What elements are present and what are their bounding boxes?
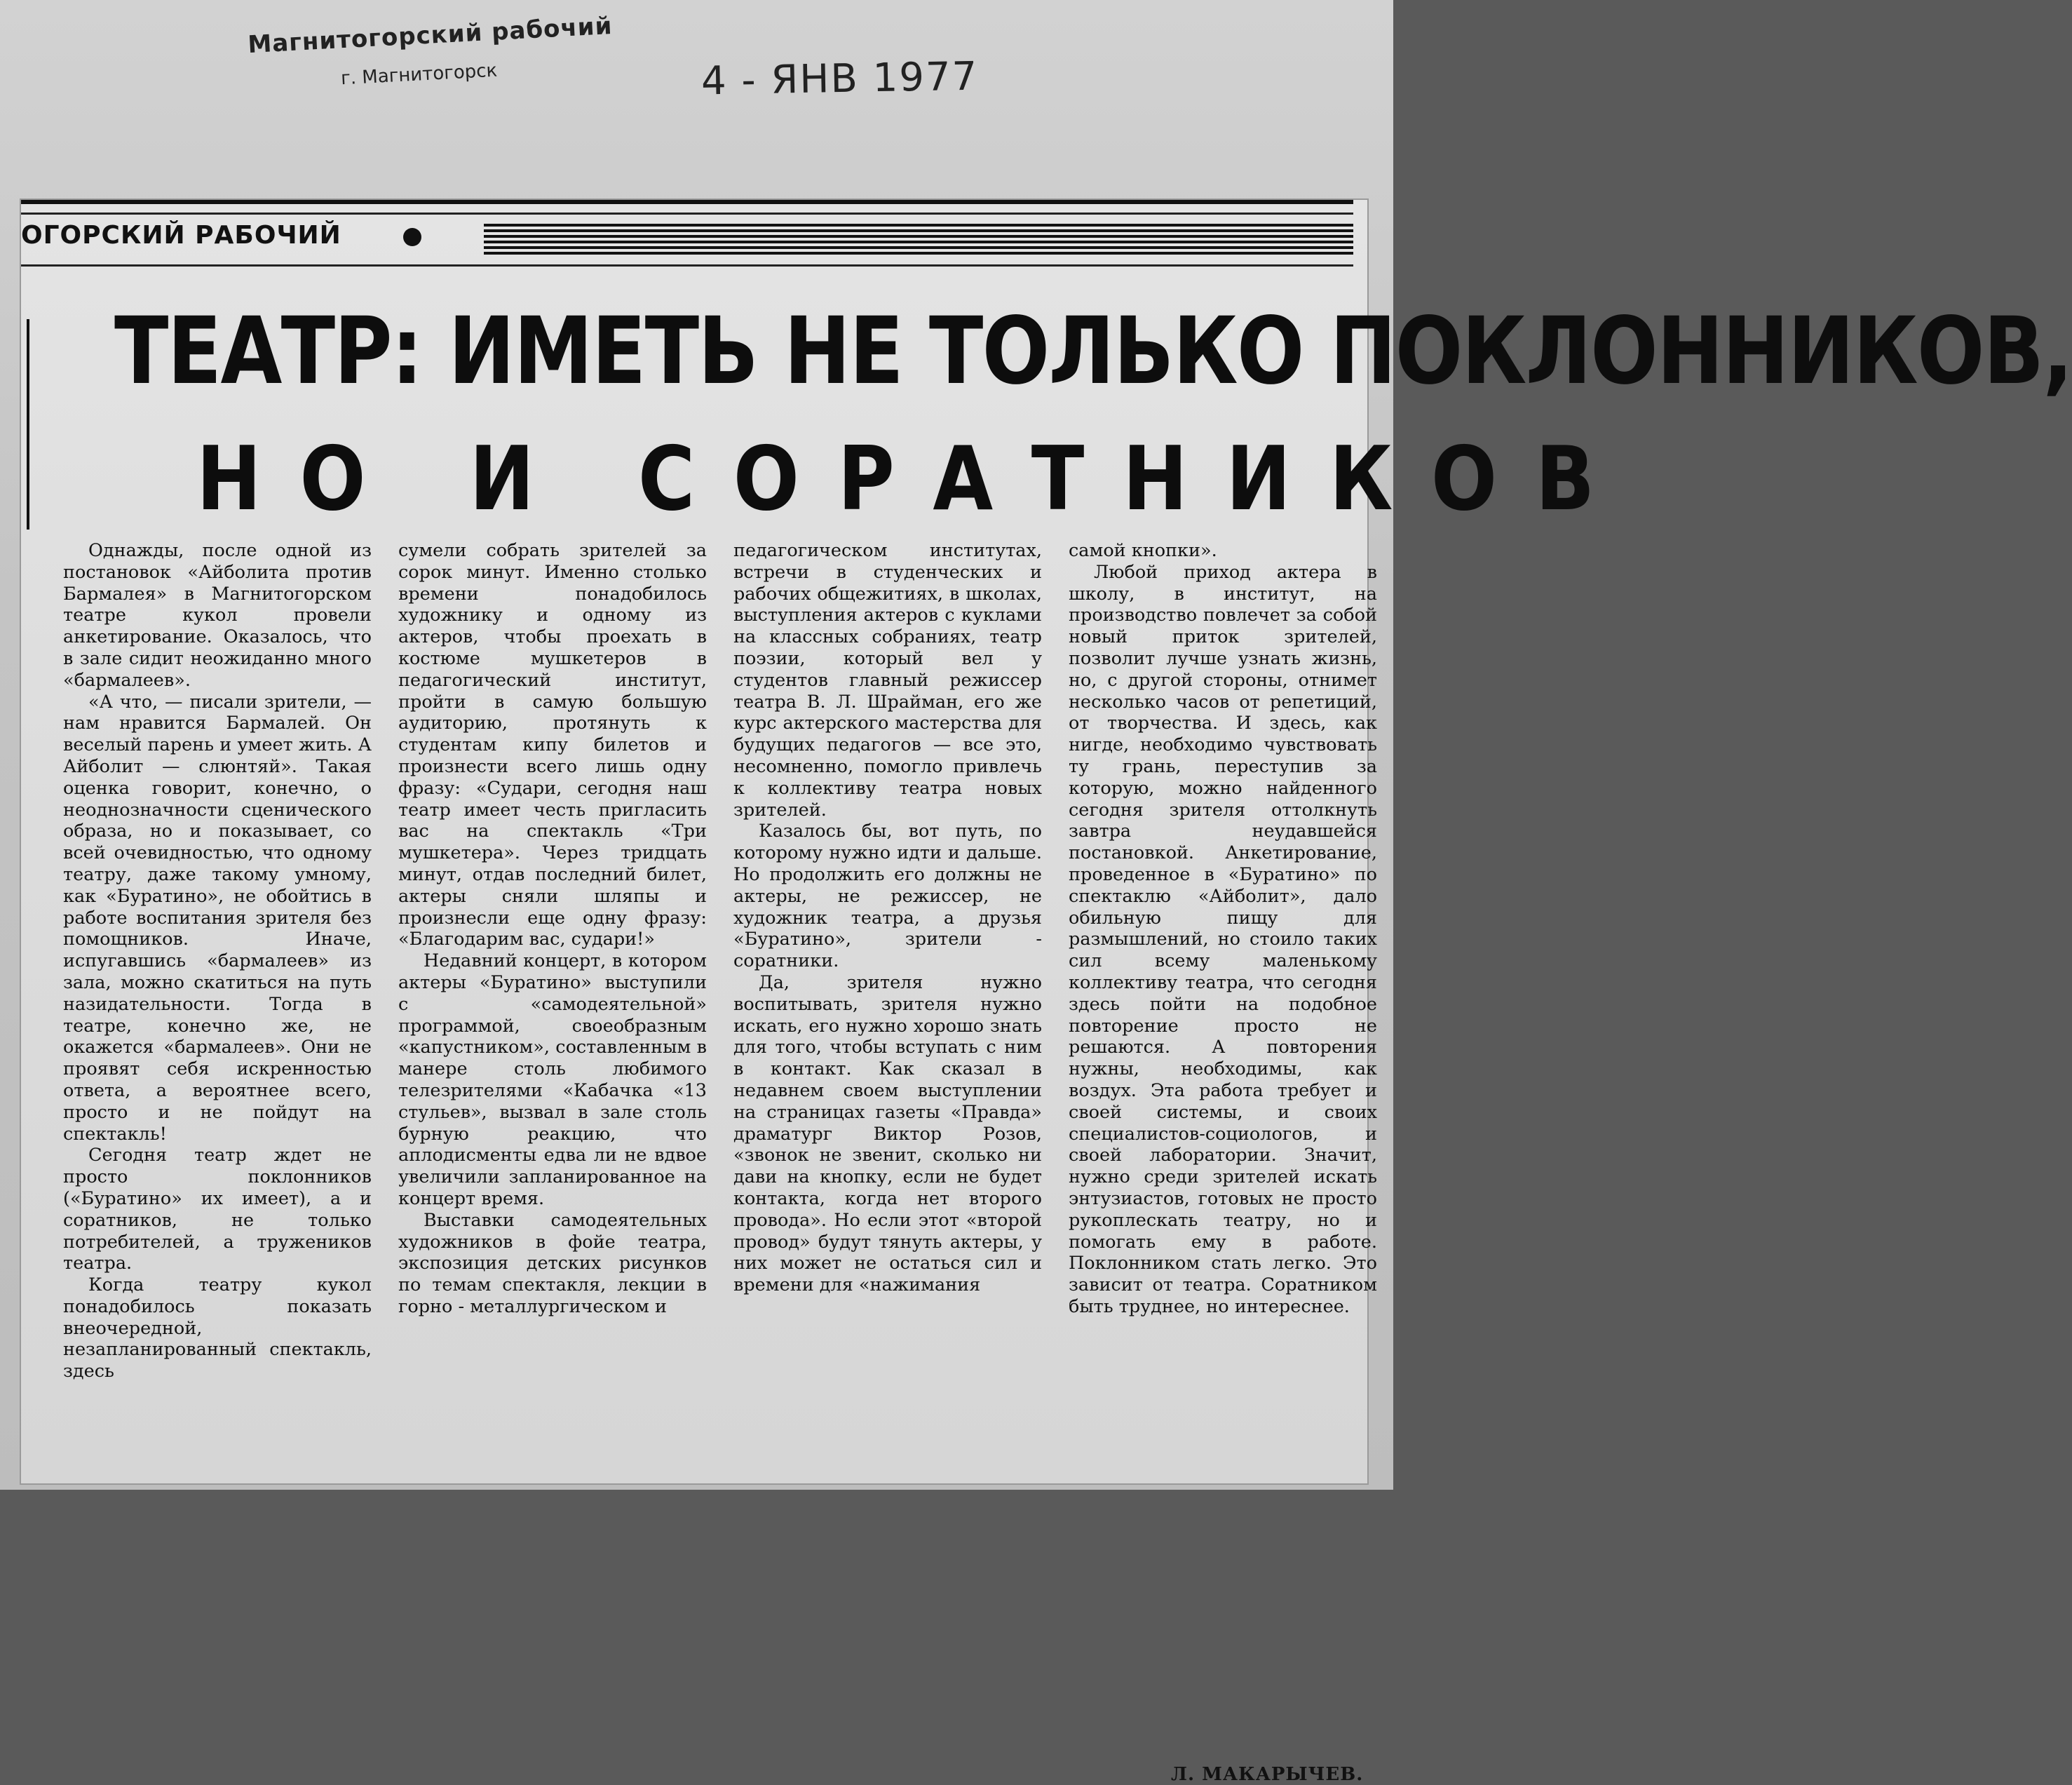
paragraph: Однажды, после одной из постановок «Айболита против Бармалея» в Магнитогорском театре кукол провели анкетирование. Оказалось, что в зале сидит неожиданно много «бармалеев». — [63, 540, 372, 691]
newspaper-clipping — [21, 200, 2072, 1785]
author-signature: Л. МАКАРЫЧЕВ. — [1171, 1764, 1364, 1785]
paragraph: сумели собрать зрителей за сорок минут. Именно столько времени понадобилось художнику и одному из актеров, чтобы проехать в костюме мушкетеров в педагогический институт, пройти в самую большую аудиторию, протянуть к студентам кипу билетов и произнести всего лишь одну фразу: «Судари, сегодня наш театр имеет честь пригласить вас на спектакль «Три мушкетера». Через тридцать минут, отдав последний билет, актеры сняли шляпы и произнесли еще одну фразу: «Благодарим вас, судари!» — [398, 540, 707, 950]
article-column-1 — [63, 540, 372, 1466]
paragraph: самой кнопки». — [1069, 540, 1217, 561]
stamp-city: г. Магнитогорск — [340, 60, 498, 90]
date-stamp: 4 - ЯНВ 1977 — [700, 53, 979, 105]
masthead-rule — [21, 264, 1353, 267]
paragraph: Выставки самодеятельных художников в фойе театра, экспозиция детских рисунков по темам спектакля, лекции в горно - металлургическом и — [398, 1209, 707, 1317]
paragraph: Недавний концерт, в котором актеры «Буратино» выступили с «самодеятельной» программой, своеобразным «капустником», составленным в манере столь любимого телезрителями «Кабачка «13 стульев», вызвал в зале столь бурную реакцию, что аплодисменты едва ли не вдвое увеличили запланированное на концерт время. — [398, 950, 707, 1209]
paragraph: Когда театру кукол понадобилось показать внеочередной, незапланированный спектакль, здесь — [63, 1274, 372, 1382]
article-body — [63, 540, 1381, 1785]
library-stamp — [241, 11, 637, 108]
paragraph: Да, зрителя нужно воспитывать, зрителя нужно искать, его нужно хорошо знать для того, чтобы вступать с ним в контакт. Как сказал в недавнем своем выступлении на страницах газеты «Правда» драматург Виктор Розов, «звонок не звенит, сколько ни дави на кнопку, если не будет контакта, когда нет второго провода». Но если этот «второй провод» будут тянуть актеры, у них может не остаться сил и времени для «нажимания — [733, 971, 1042, 1296]
paragraph: Казалось бы, вот путь, по которому нужно идти и дальше. Но продолжить его должны не актеры, не режиссер, не художник театра, а друзья «Буратино», зрители - соратники. — [733, 821, 1042, 972]
article-column-4 — [1069, 540, 1377, 1466]
headline-line-2: НО И СОРАТНИКОВ — [196, 427, 1633, 530]
headline-line-1: ТЕАТР: ИМЕТЬ НЕ ТОЛЬКО ПОКЛОННИКОВ, — [114, 297, 2072, 405]
paragraph: Сегодня театр ждет не просто поклонников («Буратино» их имеет), а и соратников, не только потребителей, а тружеников театра. — [63, 1145, 372, 1274]
stamp-newspaper-name: Магнитогорский рабочий — [247, 11, 614, 60]
paragraph: «А что, — писали зрители, — нам нравится Бармалей. Он веселый парень и умеет жить. А Айболит — слюнтяй». Такая оценка говорит, конечно, о неоднозначности сценического образа, но и показывает, со всей очевидностью, что одному театру, даже такому умному, как «Буратино», не обойтись в работе воспитания зрителя без помощников. Иначе, испугавшись «бармалеев» из зала, можно скатиться на путь назидательности. Тогда в театре, конечно же, не окажется «бармалеев». Они не проявят себя искренностью ответа, а вероятнее всего, просто и не пойдут на спектакль! — [63, 691, 372, 1145]
top-rule-thin — [21, 213, 1353, 215]
article-column-2 — [398, 540, 707, 1466]
masthead-bullet-icon — [403, 228, 421, 246]
top-rule — [21, 200, 1353, 204]
paragraph: педагогическом институтах, встречи в студенческих и рабочих общежитиях, в школах, выступления актеров с куклами на классных собраниях, театр поэзии, который вел у студентов главный режиссер театра В. Л. Шрайман, его же курс актерского мастерства для будущих педагогов — все это, несомненно, помогло привлечь к коллективу театра новых зрителей. — [733, 540, 1042, 821]
headline-side-bar — [27, 319, 29, 530]
masthead-stripes — [484, 224, 1353, 255]
masthead: ОГОРСКИЙ РАБОЧИЙ — [21, 221, 341, 250]
paragraph: Любой приход актера в школу, в институт, на производство повлечет за собой новый приток зрителей, позволит лучше узнать жизнь, но, с другой стороны, отнимет несколько часов от репетиций, от творчества. И здесь, как нигде, необходимо чувствовать ту грань, переступив за которую, можно найденного сегодня зрителя оттолкнуть завтра неудавшейся постановкой. Анкетирование, проведенное в «Буратино» по спектаклю «Айболит», дало обильную пищу для размышлений, но стоило таких сил всему маленькому коллективу театра, что сегодня здесь пойти на подобное повторение просто не решаются. А повторения нужны, необходимы, как воздух. Эта работа требует и своей системы, и своих специалистов-социологов, и своей лаборатории. Значит, нужно среди зрителей искать энтузиастов, готовых не просто рукоплескать театру, но и помогать ему в работе. Поклонником стать легко. Это зависит от театра. Соратником быть труднее, но интереснее. — [1069, 561, 1377, 1317]
article-column-3 — [733, 540, 1042, 1466]
